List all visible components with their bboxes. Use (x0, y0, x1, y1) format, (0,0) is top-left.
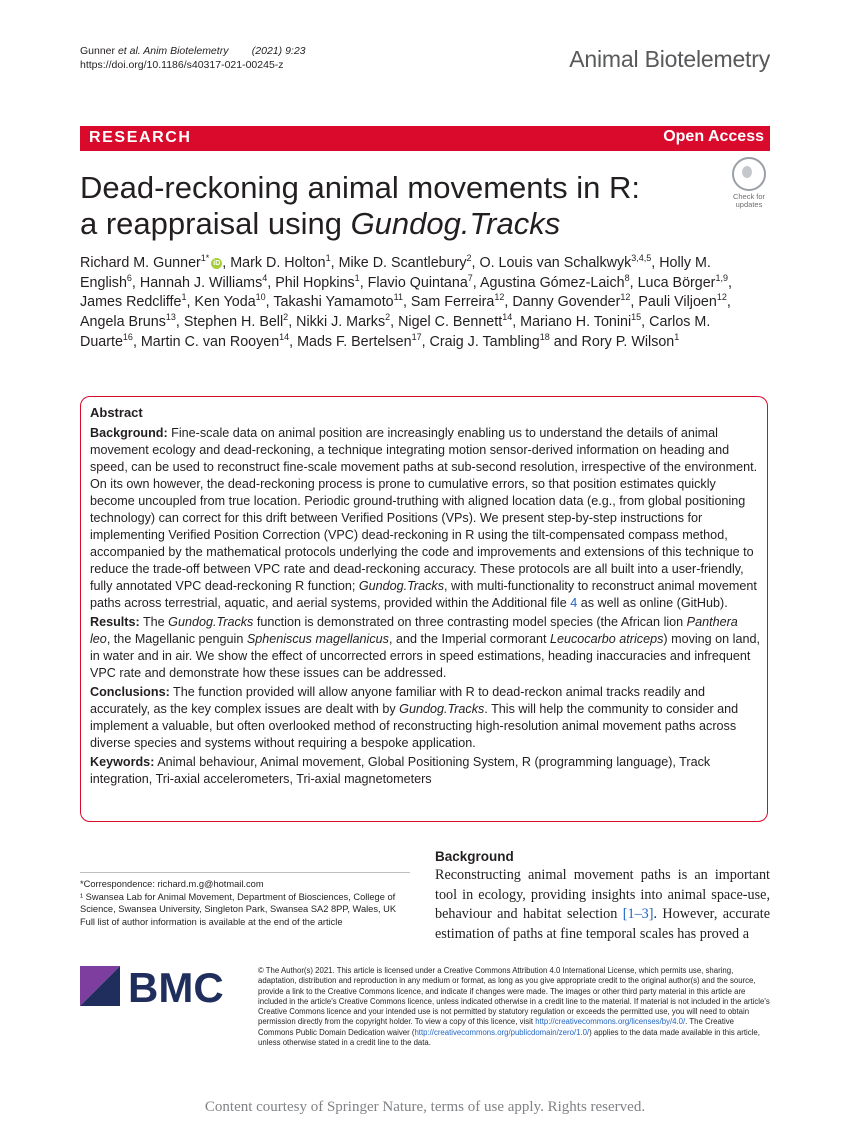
citation-author: Gunner (80, 45, 116, 57)
author: Nikki J. Marks$^2$ (296, 312, 391, 331)
author: Takashi Yamamoto$^{11}$ (273, 292, 403, 311)
author: Stephen H. Bell$^2$ (183, 312, 289, 331)
correspondence-note (80, 872, 410, 928)
abstract-keywords: Keywords: Animal behaviour, Animal movement, Global Positioning System, R (programming language), Track integration, Tri-axial accelerometers, Tri-axial magnetometers (90, 755, 711, 786)
author: Ken Yoda$^{10}$ (194, 292, 266, 311)
section-label: RESEARCH (89, 129, 192, 146)
license-statement: © The Author(s) 2021. This article is licensed under a Creative Commons Attribution 4.0 International License, which permits use, sharing, adaptation, distribution and reproduction in any medium or format, as long as you give appropriate credit to the original author(s) and the source, provide a link to the Creative Commons licence, and indicate if changes were made. The images or other third party material in this article are included in the article's Creative Commons licence, unless indicated otherwise in a credit line to the material. If material is not included in the article's Creative Commons licence and your intended use is not permitted by statutory regulation or exceeds the permitted use, you will need to obtain permission directly from the copyright holder. To view a copy of this licence, visit http://creativecommons.org/licenses/by/4.0/. The Creative Commons Public Domain Dedication waiver (http://creativecommons.org/publicdomain/zero/1.0/) applies to the data made available in this article, unless otherwise stated in a credit line to the data. (258, 966, 770, 1048)
author: Martin C. van Rooyen$^{14}$ (140, 332, 290, 350)
correspondence-email[interactable]: *Correspondence: richard.m.g@hotmail.com (80, 879, 264, 889)
abstract (90, 404, 760, 790)
check-updates-text: Check for updates (732, 192, 766, 209)
author: Pauli Viljoen$^{12}$ (638, 292, 727, 311)
article-title (80, 170, 700, 242)
author: Flavio Quintana$^7$ (367, 272, 473, 291)
abstract-conclusions: Conclusions: The function provided will allow anyone familiar with R to dead-reckon animal tracks readily and accurately, as the key complex issues are dealt with by Gundog.Tracks. This will help the community to consider and implement a valuable, but often overlooked method of reconstructing high-resolution animal movement paths across diverse species and systems without requiring a bespoke application. (90, 685, 739, 750)
title-line-1: Dead-reckoning animal movements in R: (80, 170, 640, 205)
bmc-wordmark: BMC (128, 966, 224, 1006)
author: Angela Bruns$^{13}$ (80, 312, 176, 331)
author: Mike D. Scantlebury$^2$ (338, 253, 472, 271)
license-link-cc0[interactable]: http://creativecommons.org/publicdomain/zero/1.0/ (414, 1027, 590, 1037)
body-paragraph: Reconstructing animal movement paths is an important tool in ecology, providing insights into animal space-use, behaviour and habitat selection [1–3]. However, accurate estimation of paths at fine temporal scales has proved a (435, 867, 770, 942)
additional-file-link[interactable]: 4 (570, 596, 578, 610)
author: Hannah J. Williams$^4$ (139, 272, 268, 291)
author: Sam Ferreira$^{12}$ (410, 292, 505, 311)
author: Richard M. Gunner$^{1*}$ iD (80, 253, 221, 271)
author: Holly M. English$^6$ (80, 255, 711, 291)
citation-year: (2021) 9:23 (251, 45, 306, 57)
author: Carlos M. Duarte$^{16}$ (80, 314, 711, 350)
orcid-icon[interactable]: iD (213, 259, 221, 267)
author-list: Richard M. Gunner$^{1*}$ iD , Mark D. Holton$^1$, Mike D. Scantlebury$^2$, O. Louis van Schalkwyk$^{3,4,5}$, Holly M. English$^6$, Hannah J. Williams$^4$, Phil Hopkins$^1$, Flavio Quintana$^7$, Agustina Gómez-Laich$^8$, Luca Börger$^{1,9}$, James Redcliffe$^1$, Ken Yoda$^{10}$, Takashi Yamamoto$^{11}$, Sam Ferreira$^{12}$, Danny Govender$^{12}$, Pauli Viljoen$^{12}$, Angela Bruns$^{13}$, Stephen H. Bell$^2$, Nikki J. Marks$^2$, Nigel C. Bennett$^{14}$, Mariano H. Tonini$^{15}$, Carlos M. Duarte$^{16}$, Martin C. van Rooyen$^{14}$, Mads F. Bertelsen$^{17}$, Craig J. Tambling$^{18}$ and Rory P. Wilson$^1$ (80, 253, 732, 350)
author: O. Louis van Schalkwyk$^{3,4,5}$ (479, 253, 652, 271)
bmc-logo (80, 966, 240, 1006)
author: Rory P. Wilson$^1$ (581, 332, 680, 350)
author: Craig J. Tambling$^{18}$ (429, 332, 550, 350)
check-for-updates-badge[interactable] (727, 157, 771, 209)
citation-journal: et al. Anim Biotelemetry (117, 45, 229, 57)
citation-header (80, 44, 306, 72)
full-author-info-note: Full list of author information is available at the end of the article (80, 916, 343, 927)
author: Phil Hopkins$^1$ (275, 272, 360, 291)
abstract-heading: Abstract (90, 405, 143, 420)
author: Mads F. Bertelsen$^{17}$ (297, 332, 422, 350)
abstract-results: Results: The Gundog.Tracks function is demonstrated on three contrasting model species (the African lion Panthera leo, the Magellanic penguin Spheniscus magellanicus, and the Imperial cormorant Leucocarbo atriceps) moving on land, in water and in air. We show the effect of uncorrected errors in speed estimations, heading inaccuracies and infrequent VPC rate and demonstrate how these issues can be addressed. (90, 615, 760, 680)
author: Mark D. Holton$^1$ (230, 253, 331, 271)
author: Luca Börger$^{1,9}$ (637, 272, 728, 291)
footer-note: Content courtesy of Springer Nature, terms of use apply. Rights reserved. (204, 1099, 646, 1115)
check-updates-icon (732, 157, 766, 191)
license-link-cc-by[interactable]: http://creativecommons.org/licenses/by/4.0/ (535, 1017, 686, 1027)
author: Agustina Gómez-Laich$^8$ (479, 272, 630, 291)
doi-link[interactable]: https://doi.org/10.1186/s40317-021-00245-z (80, 59, 284, 71)
abstract-background: Background: Fine-scale data on animal position are increasingly enabling us to understand the details of animal movement ecology and dead-reckoning, a technique integrating motion sensor-derived information on heading and speed, can be used to reconstruct fine-scale movement paths at sub-second resolution, irrespective of the environment. On its own however, the dead-reckoning process is prone to cumulative errors, so that position estimates quickly become uncoupled from true location. Periodic ground-truthing with aligned location data (e.g., from global positioning technology) can correct for this drift between Verified Positions (VPs). We present step-by-step instructions for implementing Verified Position Correction (VPC) dead-reckoning in R using the tilt-compensated compass method, accompanied by the mathematical protocols underlying the code and improvements and extensions of this technique to reduce the trade-off between VPC rate and dead-reckoning accuracy. These protocols are all built into a user-friendly, fully annotated VPC dead-reckoning R function; Gundog.Tracks, with multi-functionality to reconstruct animal movement paths across terrestrial, aquatic, and aerial systems, provided within the Additional file 4 as well as online (GitHub). (90, 426, 758, 610)
author: James Redcliffe$^1$ (80, 292, 187, 311)
body-section-heading: Background (435, 849, 514, 864)
title-line-2: a reappraisal using Gundog.Tracks (80, 206, 561, 241)
correspondence-affiliation: ¹ Swansea Lab for Animal Movement, Department of Biosciences, College of Science, Swansea University, Singleton Park, Swansea SA2 8PP, Wales, UK (80, 891, 397, 914)
open-access-label: Open Access (663, 128, 764, 145)
reference-link[interactable]: [1–3] (622, 906, 654, 922)
author: Mariano H. Tonini$^{15}$ (520, 312, 642, 331)
journal-name: Animal Biotelemetry (569, 46, 770, 72)
author: Danny Govender$^{12}$ (512, 292, 631, 311)
author: Nigel C. Bennett$^{14}$ (398, 312, 513, 331)
